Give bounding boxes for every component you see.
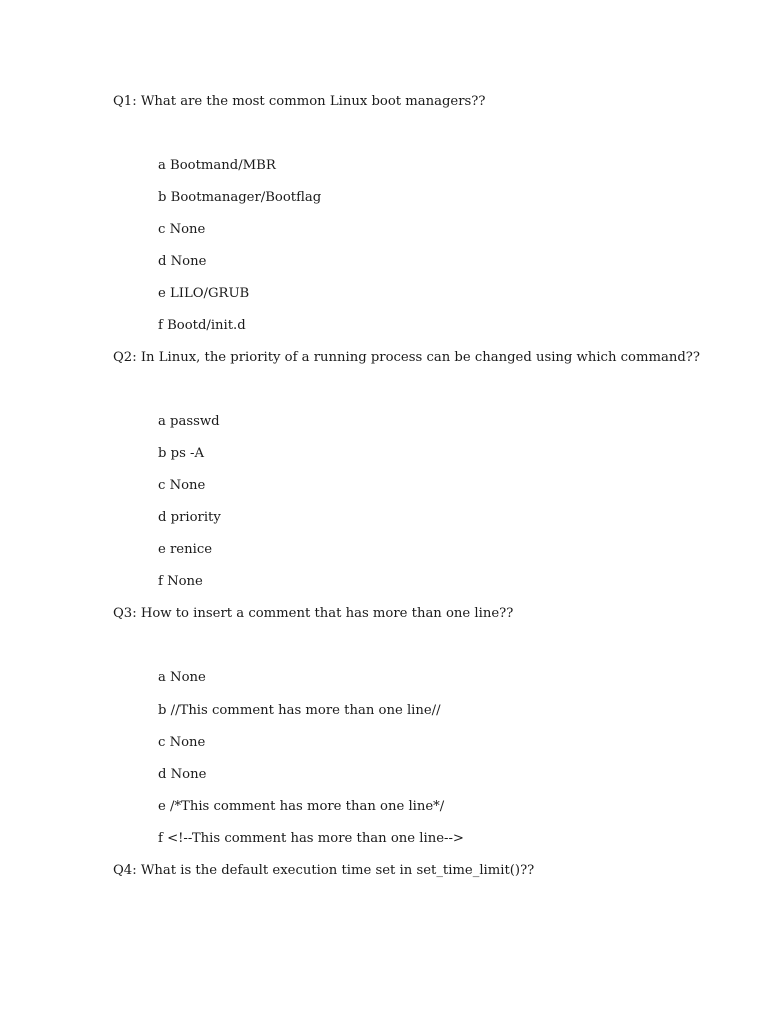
q2-option-c: c None: [158, 478, 206, 493]
q3-option-f: f <!--This comment has more than one line-->: [158, 831, 464, 846]
q3-option-b: b //This comment has more than one line//: [158, 703, 441, 718]
q1-option-f: f Bootd/init.d: [158, 318, 246, 333]
question-1: Q1: What are the most common Linux boot managers??: [113, 94, 486, 109]
q1-option-d: d None: [158, 254, 207, 269]
q1-option-b: b Bootmanager/Bootflag: [158, 190, 322, 205]
question-2: Q2: In Linux, the priority of a running process can be changed using which command??: [113, 350, 700, 365]
q3-option-d: d None: [158, 767, 207, 782]
q3-option-a: a None: [158, 670, 206, 685]
question-4: Q4: What is the default execution time set in set_time_limit()??: [113, 863, 535, 878]
q1-option-a: a Bootmand/MBR: [158, 158, 276, 173]
q2-option-d: d priority: [158, 510, 221, 525]
q2-option-f: f None: [158, 574, 203, 589]
q1-option-c: c None: [158, 222, 206, 237]
q3-option-c: c None: [158, 735, 206, 750]
question-3: Q3: How to insert a comment that has more than one line??: [113, 606, 514, 621]
q2-option-e: e renice: [158, 542, 213, 557]
q2-option-a: a passwd: [158, 414, 220, 429]
q1-option-e: e LILO/GRUB: [158, 286, 250, 301]
q2-option-b: b ps -A: [158, 446, 205, 461]
q3-option-e: e /*This comment has more than one line*/: [158, 799, 445, 814]
